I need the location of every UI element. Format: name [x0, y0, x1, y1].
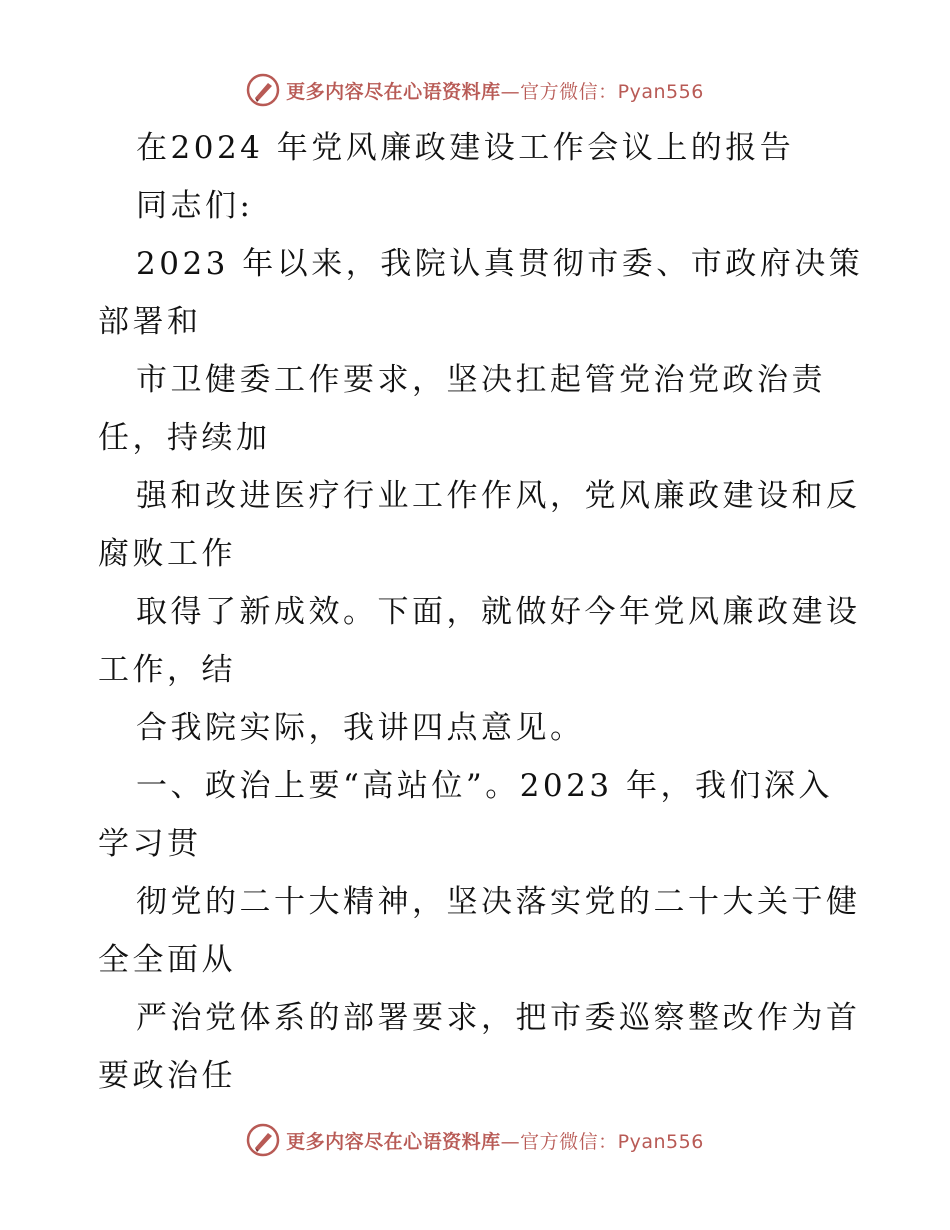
watermark-tail: 官方微信：Pyan556: [520, 1130, 704, 1153]
doc-line: 任，持续加: [98, 420, 271, 456]
doc-title: 在2024 年党风廉政建设工作会议上的报告: [136, 130, 795, 166]
doc-salutation: 同志们:: [136, 188, 254, 224]
watermark-tail: 官方微信：Pyan556: [520, 80, 704, 103]
watermark-main: 更多内容尽在心语资料库: [286, 1130, 501, 1153]
pen-logo-icon: [246, 1123, 280, 1157]
watermark-text: [286, 1127, 704, 1154]
doc-line: 全全面从: [98, 942, 236, 978]
doc-line: 部署和: [98, 304, 202, 340]
doc-line: 取得了新成效。下面，就做好今年党风廉政建设: [136, 594, 861, 630]
doc-line: 强和改进医疗行业工作作风，党风廉政建设和反: [136, 478, 861, 514]
watermark-banner-bottom: [0, 1120, 950, 1160]
doc-line: 工作，结: [98, 652, 236, 688]
watermark-text: [286, 77, 704, 104]
watermark-banner-top: [0, 70, 950, 110]
watermark-sep: —: [500, 80, 521, 103]
watermark-main: 更多内容尽在心语资料库: [286, 80, 501, 103]
pen-logo-icon: [246, 73, 280, 107]
doc-line: 一、政治上要“高站位”。2023 年，我们深入: [136, 768, 833, 804]
doc-line: 市卫健委工作要求，坚决扛起管党治党政治责: [136, 362, 826, 398]
doc-line: 要政治任: [98, 1058, 236, 1094]
watermark-sep: —: [500, 1130, 521, 1153]
doc-line: 腐败工作: [98, 536, 236, 572]
doc-line: 学习贯: [98, 826, 202, 862]
doc-line: 合我院实际，我讲四点意见。: [136, 710, 585, 746]
doc-line: 2023 年以来，我院认真贯彻市委、市政府决策: [136, 246, 864, 282]
doc-line: 严治党体系的部署要求，把市委巡察整改作为首: [136, 1000, 861, 1036]
doc-line: 彻党的二十大精神，坚决落实党的二十大关于健: [136, 884, 861, 920]
